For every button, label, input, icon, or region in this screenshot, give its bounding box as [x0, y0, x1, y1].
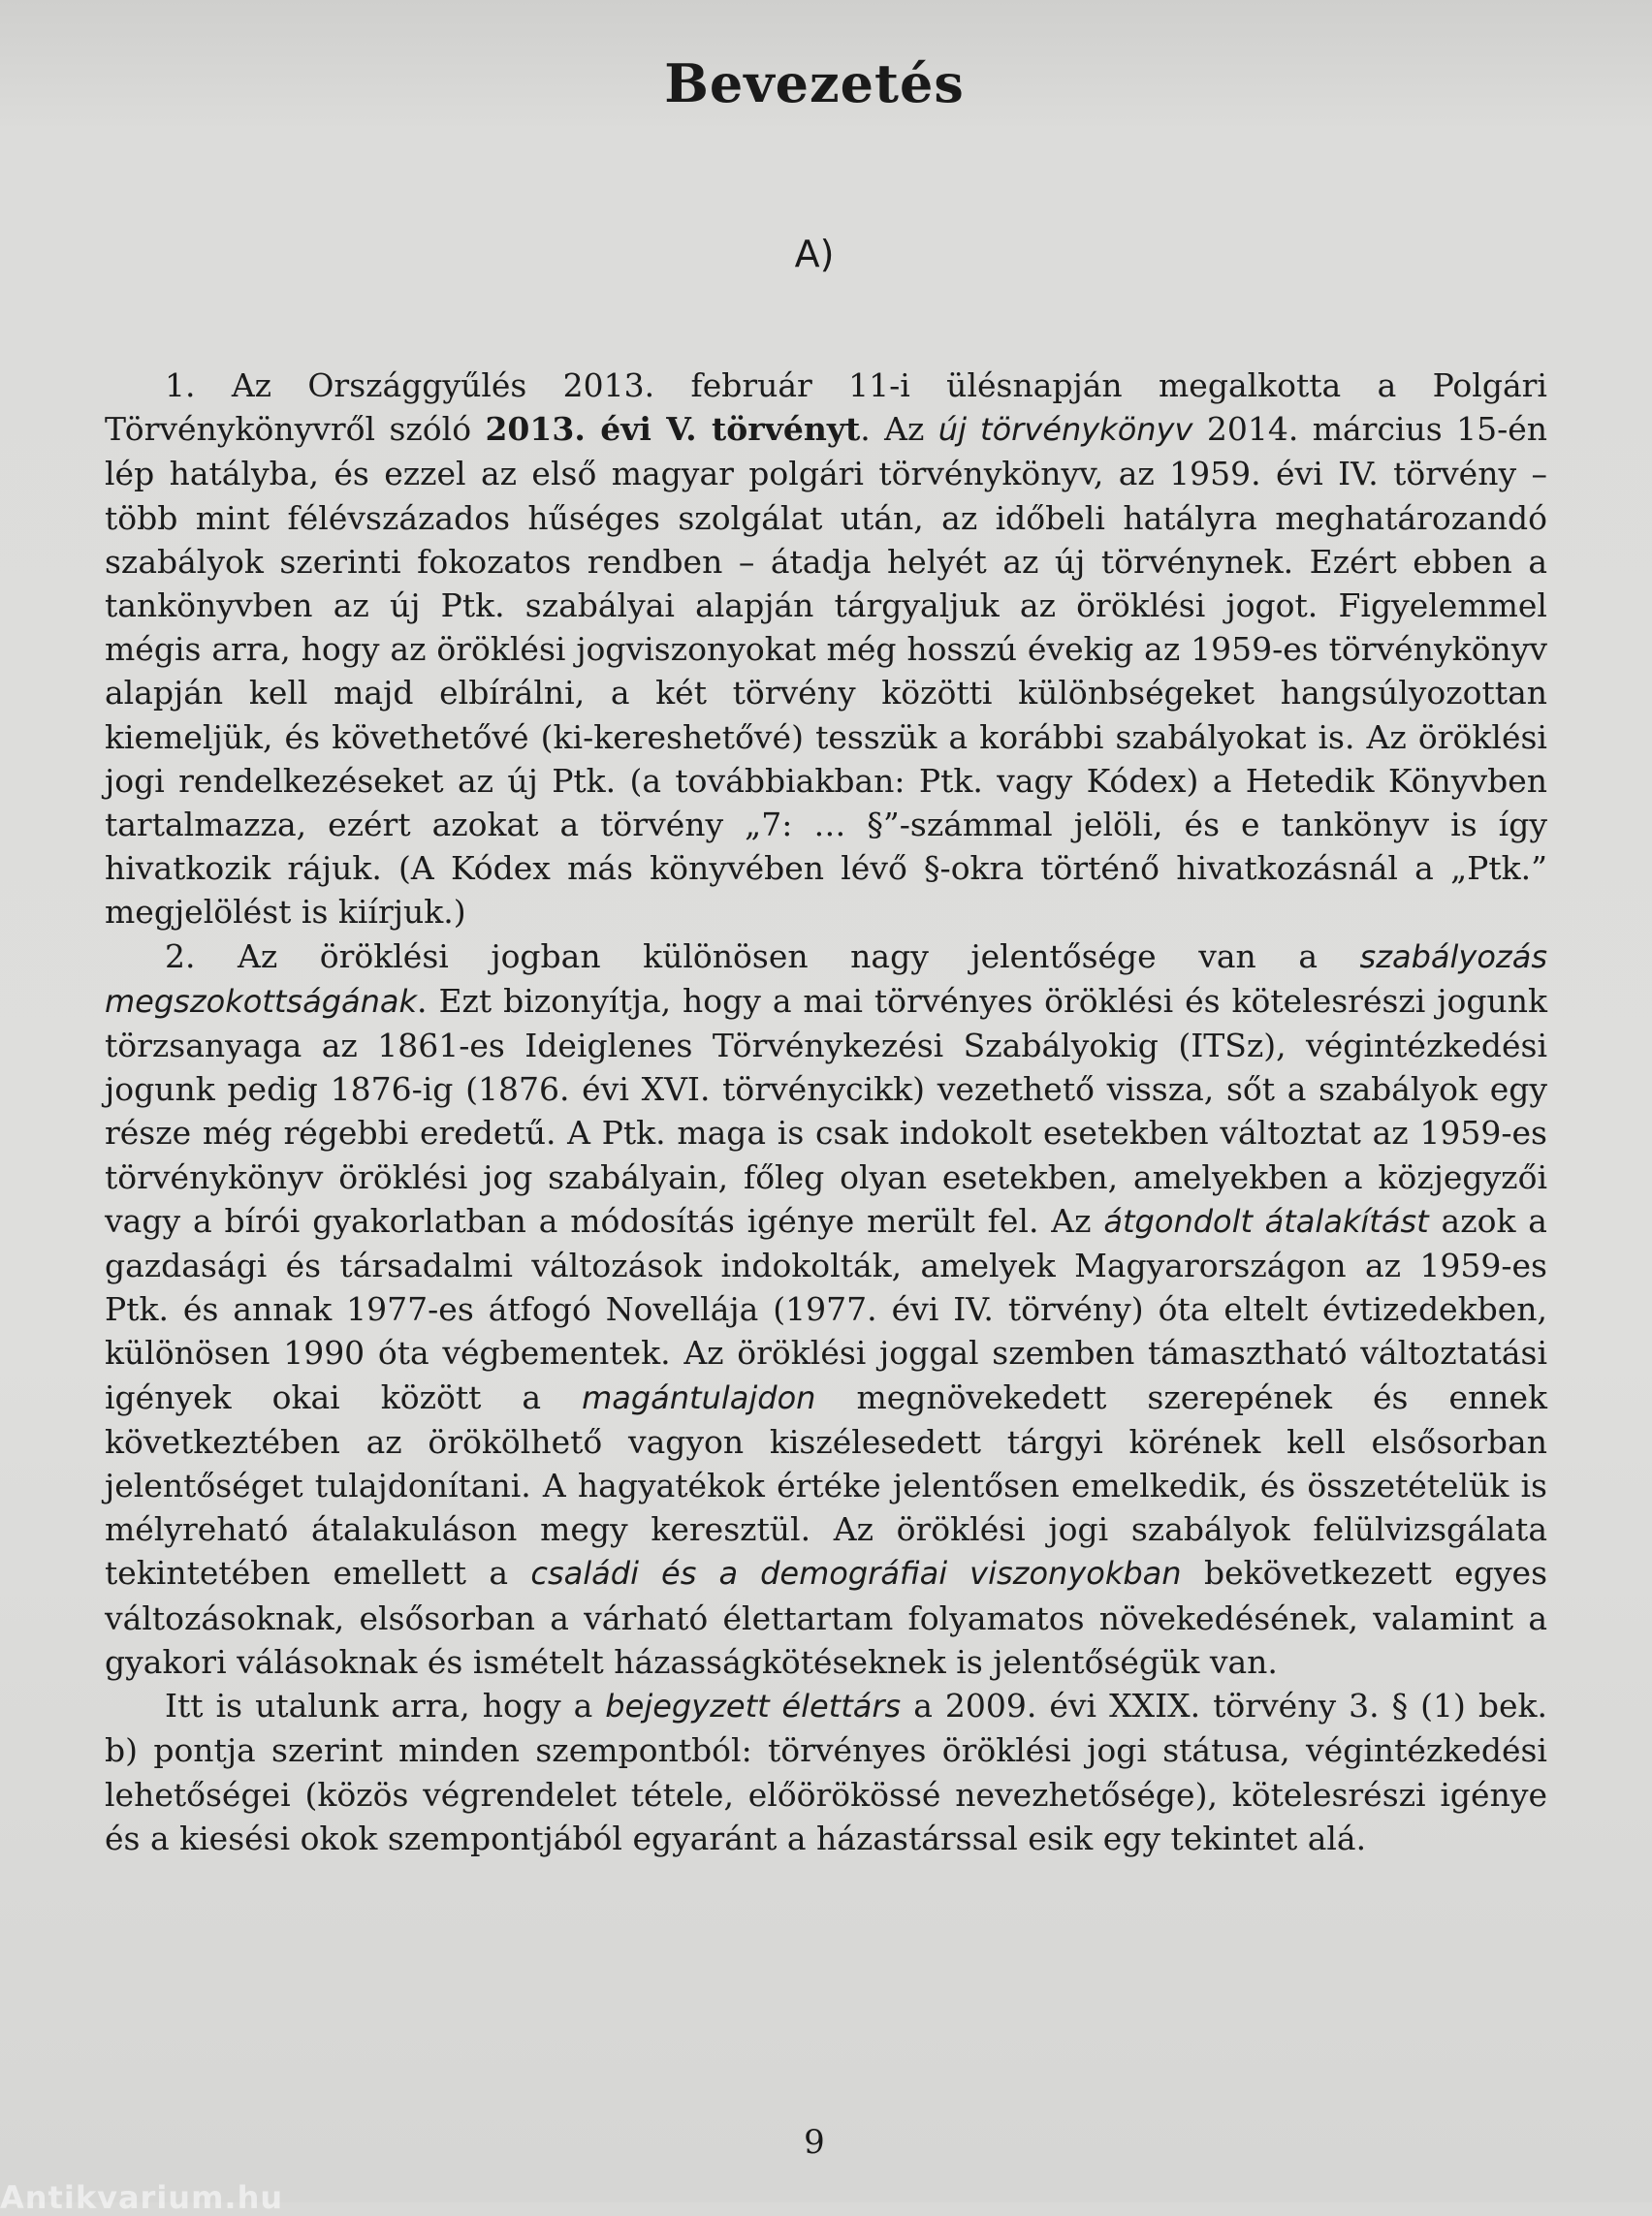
emphasis-text: családi és a demográfiai viszonyokban — [530, 1555, 1182, 1593]
text-segment: 2014. március 15-én lép hatályba, és ezzel az első magyar polgári törvénykönyv, az 1959. évi IV. törvény – több mint félévszázados hűséges szolgálat után, az időbeli hatályra meghatározandó szabályok szerinti fokozatos rendben – átadja helyét az új törvénynek. Ezért ebben a tankönyvben az új Ptk. szabályai alapján tárgyaljuk az öröklési jogot. Figyelemmel mégis arra, hogy az öröklési jogviszonyokat még hosszú évekig az 1959-es törvénykönyv alapján kell majd elbírálni, a két törvény közötti különbségeket hangsúlyozottan kiemeljük, és követhetővé (ki-kereshetővé) tesszük a korábbi szabályokat is. Az öröklési jogi rendelkezéseket az új Ptk. (a továbbiakban: Ptk. vagy Kódex) a Hetedik Könyvben tartalmazza, ezért azokat a törvény „7: … §”-számmal jelöli, és e tankönyv is így hivatkozik rájuk. (A Kódex más könyvében lévő §-okra történő hivatkozásnál a „Ptk.” megjelölést is kiírjuk.) — [105, 410, 1548, 932]
text-segment: . Az — [860, 410, 938, 449]
watermark: Antikvarium.hu — [0, 2179, 284, 2216]
emphasis-text: bejegyzett élettárs — [605, 1688, 902, 1725]
emphasis-text: szabályozás megszokottságának — [105, 937, 1547, 1020]
page-number: 9 — [804, 2123, 825, 2162]
paragraph-2 — [105, 934, 1547, 1684]
emphasis-text: átgondolt átalakítást — [1103, 1202, 1429, 1240]
text-segment: a 2009. évi XXIX. törvény 3. § (1) bek. b) pontja szerint minden szempontból: törvényes öröklési jogi státusa, végintézkedési lehetőségei (közös végrendelet tétele, előörökössé nevezhetősége), kötelesrészi igénye és a kiesési okok szempontjából egyaránt a házastárssal esik egy tekintet alá. — [105, 1687, 1547, 1857]
text-segment: Itt is utalunk arra, hogy a — [165, 1687, 606, 1725]
text-segment: 2. Az öröklési jogban különösen nagy jelentősége van a — [165, 936, 1360, 975]
text-segment: azok a gazdasági és társadalmi változások indokolták, amelyek Magyarországon az 1959-es Ptk. és annak 1977-es átfogó Novellája (1977. évi IV. törvény) óta eltelt évtizedekben, különösen 1990 óta végbementek. Az öröklési joggal szemben támasztható változtatási igények okai között a — [105, 1201, 1547, 1416]
emphasis-text: új törvénykönyv — [937, 411, 1193, 449]
chapter-title: Bevezetés — [664, 52, 965, 115]
emphasis-text: magántulajdon — [582, 1378, 816, 1416]
section-label: A) — [794, 233, 835, 275]
text-segment: . Ezt bizonyítja, hogy a mai törvényes öröklési és kötelesrészi jogunk törzsanyaga az 1861-es Ideiglenes Törvénykezési Szabályokig (ITSz), végintézkedési jogunk pedig 1876-ig (1876. évi XVI. törvénycikk) vezethető vissza, sőt a szabályok egy része még régebbi eredetű. A Ptk. maga is csak indokolt esetekben változtat az 1959-es törvénykönyv öröklési jog szabályain, főleg olyan esetekben, amelyekben a közjegyzői vagy a bírói gyakorlatban a módosítás igénye merült fel. Az — [105, 981, 1547, 1240]
law-reference-bold: 2013. évi V. törvényt — [485, 410, 861, 449]
text-segment: bekövetkezett egyes változásoknak, elsősorban a várható élettartam folyamatos növekedésének, valamint a gyakori válásoknak és ismételt házasságkötéseknek is jelentőségük van. — [105, 1554, 1548, 1681]
text-segment: megnövekedett szerepének és ennek következtében az örökölhető vagyon kiszélesedett tárgyi körének kell elsősorban jelentőséget tulajdonítani. A hagyatékok értéke jelentősen emelkedik, és összetételük is mélyreható átalakuláson megy keresztül. Az öröklési jogi szabályok felülvizsgálata tekintetében emellett a — [105, 1377, 1548, 1593]
paragraph-1 — [105, 364, 1547, 934]
paragraph-3 — [105, 1684, 1547, 1860]
text-segment: 1. Az Országgyűlés 2013. február 11-i ülésnapján megalkotta a Polgári Törvénykönyvről szóló — [105, 366, 1547, 449]
body-text — [105, 364, 1547, 1860]
